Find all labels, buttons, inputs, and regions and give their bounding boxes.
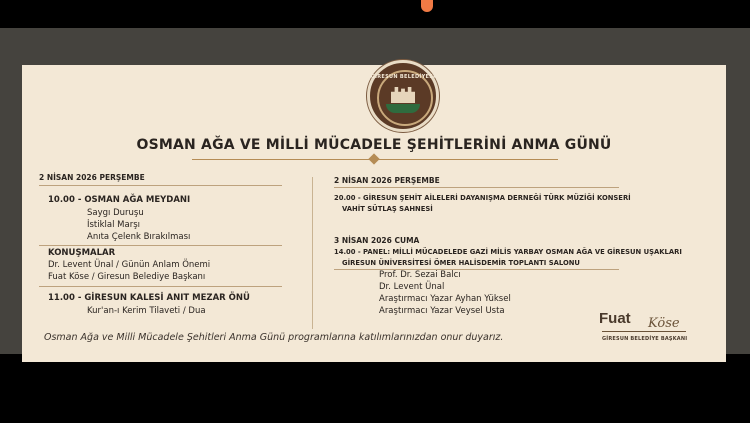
signature-script: Köse <box>648 316 680 331</box>
right-date2: 3 NİSAN 2026 CUMA <box>334 236 420 245</box>
block2-item: Dr. Levent Ünal / Günün Anlam Önemi <box>48 260 211 270</box>
right-date1: 2 NİSAN 2026 PERŞEMBE <box>334 176 440 185</box>
block3-heading: 11.00 - GİRESUN KALESİ ANIT MEZAR ÖNÜ <box>48 293 250 303</box>
top-black-bar <box>0 0 750 28</box>
event2-divider <box>334 269 619 270</box>
block2-item: Fuat Köse / Giresun Belediye Başkanı <box>48 272 206 282</box>
event2-line: GİRESUN ÜNİVERSİTESİ ÖMER HALİSDEMİR TOPLANTI SALONU <box>342 259 580 267</box>
event2-line: 14.00 - PANEL: MİLLİ MÜCADELEDE GAZİ MİLİS YARBAY OSMAN AĞA VE GİRESUN UŞAKLARI <box>334 248 682 256</box>
block1-item: Anıta Çelenk Bırakılması <box>87 232 191 242</box>
invitation-poster <box>22 65 726 362</box>
block2-divider <box>39 286 282 287</box>
left-date: 2 NİSAN 2026 PERŞEMBE <box>39 173 145 182</box>
signature-name: Fuat <box>599 310 631 327</box>
speaker-item: Prof. Dr. Sezai Balcı <box>379 270 461 280</box>
municipality-seal-icon <box>367 60 439 132</box>
signature-role: GİRESUN BELEDİYE BAŞKANI <box>602 336 688 342</box>
speaker-item: Dr. Levent Ünal <box>379 282 445 292</box>
speaker-item: Araştırmacı Yazar Ayhan Yüksel <box>379 294 511 304</box>
seal-text: GİRESUN BELEDİYESİ <box>370 74 436 80</box>
block1-heading: 10.00 - OSMAN AĞA MEYDANI <box>48 195 191 205</box>
diamond-icon <box>368 153 379 164</box>
column-divider <box>312 177 313 329</box>
seal-base <box>386 104 420 113</box>
block1-item: İstiklal Marşı <box>87 220 141 230</box>
cursor-indicator <box>421 0 433 12</box>
speaker-item: Araştırmacı Yazar Veysel Usta <box>379 306 505 316</box>
right-date1-divider <box>334 187 619 188</box>
page-title: OSMAN AĞA VE MİLLİ MÜCADELE ŞEHİTLERİNİ ANMA GÜNÜ <box>136 137 612 153</box>
event1-line: 20.00 - GİRESUN ŞEHİT AİLELERİ DAYANIŞMA DERNEĞİ TÜRK MÜZİĞİ KONSERİ <box>334 194 631 202</box>
block2-heading: KONUŞMALAR <box>48 248 116 258</box>
block1-divider <box>39 245 282 246</box>
left-date-divider <box>39 185 282 186</box>
block3-item: Kur'an-ı Kerim Tilaveti / Dua <box>87 306 206 316</box>
castle-icon <box>391 87 415 103</box>
event1-line: VAHİT SÜTLAŞ SAHNESİ <box>342 205 433 213</box>
signature-rule <box>602 331 686 332</box>
closing-message: Osman Ağa ve Milli Mücadele Şehitleri Anma Günü programlarına katılımlarınızdan onur duyarız. <box>44 332 504 343</box>
video-frame <box>0 28 750 354</box>
block1-item: Saygı Duruşu <box>87 208 144 218</box>
